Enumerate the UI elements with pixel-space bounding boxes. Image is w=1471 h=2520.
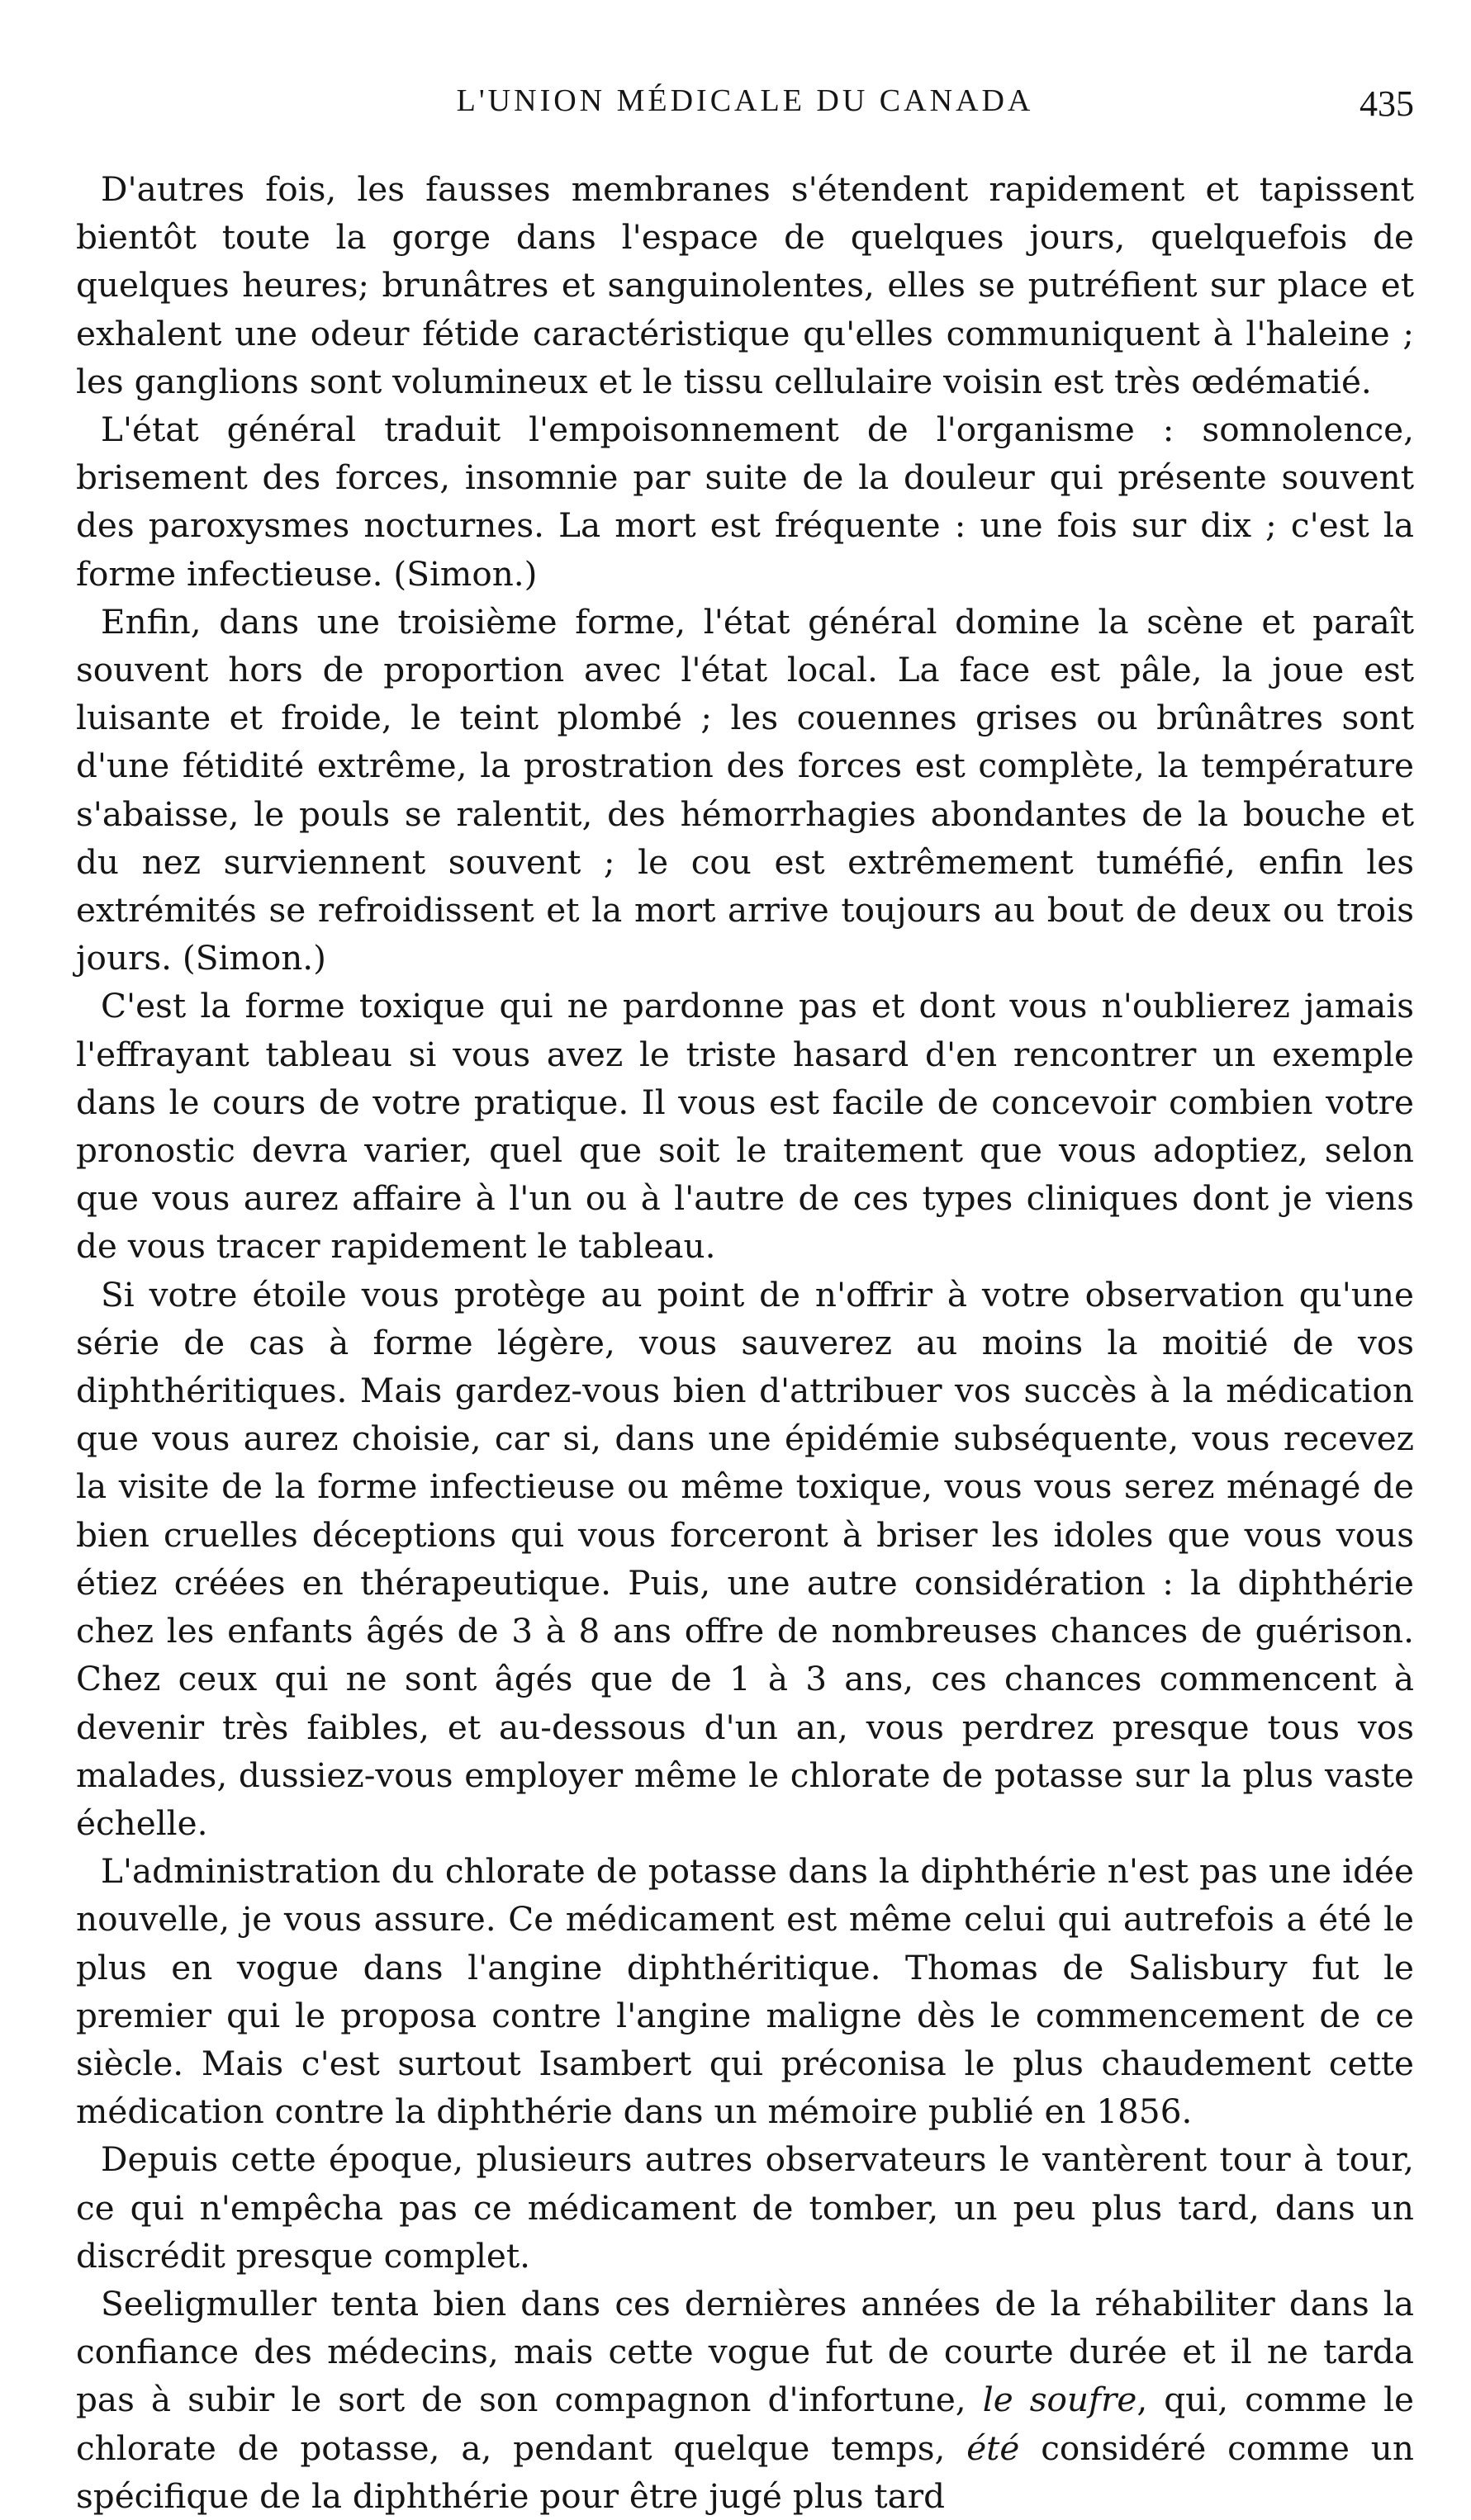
text-segment: , qui, comme le chlorate de potasse, a, pendant quelque temps,: [76, 2380, 1414, 2468]
paragraph-since-then: Depuis cette époque, plusieurs autres observateurs le vantèrent tour à tour, ce qui n'empêcha pas ce médicament de tomber, un peu plus tard, dans un discrédit presque complet.: [76, 2139, 1414, 2276]
paragraph-third-form: Enfin, dans une troisième forme, l'état général domine la scène et paraît souvent hors de proportion avec l'état local. La face est pâle, la joue est luisante et froide, le teint plombé ; les couennes grises ou brûnâtres sont d'une fétidité extrême, la prostration des forces est complète, la température s'abaisse, le pouls se ralentit, des hémorrhagies abondantes de la bouche et du nez surviennent souvent ; le cou est extrêmement tuméfié, enfin les extrémités se refroidissent et la mort arrive toujours au bout de deux ou trois jours. (Simon.): [76, 601, 1414, 978]
italic-term: le soufre: [982, 2380, 1137, 2420]
running-title: L'UNION MÉDICALE DU CANADA: [456, 83, 1034, 118]
article-body: [76, 165, 1414, 2520]
paragraph-chlorate-history: L'administration du chlorate de potasse dans la diphthérie n'est pas une idée nouvelle, je vous assure. Ce médicament est même celui qui autrefois a été le plus en vogue dans l'angine diphthéritique. Thomas de Salisbury fut le premier qui le proposa contre l'angine maligne dès le commencement de ce siècle. Mais c'est surtout Isambert qui préconisa le plus chaudement cette médication contre la diphthérie dans un mémoire publié en 1856.: [76, 1851, 1414, 2132]
paragraph-false-membranes: D'autres fois, les fausses membranes s'étendent rapidement et tapissent bientôt toute la gorge dans l'espace de quelques jours, quelquefois de quelques heures; brunâtres et sanguinolentes, elles se putréfient sur place et exhalent une odeur fétide caractéristique qu'elles communiquent à l'haleine ; les ganglions sont volumineux et le tissu cellulaire voisin est très œdématié.: [76, 169, 1414, 401]
journal-page: [76, 83, 1414, 2516]
running-head: [76, 83, 1414, 140]
text-segment: considéré comme un spécifique de la diphthérie pour être jugé plus tard: [76, 2428, 1414, 2516]
paragraph-toxic-form: C'est la forme toxique qui ne pardonne pas et dont vous n'oublierez jamais l'effrayant tableau si vous avez le triste hasard d'en rencontrer un exemple dans le cours de votre pratique. Il vous est facile de concevoir combien votre pronostic devra varier, quel que soit le traitement que vous adoptiez, selon que vous aurez affaire à l'un ou à l'autre de ces types cliniques dont je viens de vous tracer rapidement le tableau.: [76, 986, 1414, 1267]
paragraph-seeligmuller: [76, 2280, 1414, 2520]
page-number: 435: [1359, 83, 1414, 124]
text-segment: Seeligmuller tenta bien dans ces dernières années de la réhabiliter dans la confiance des médecins, mais cette vogue fut de courte durée et il ne tarda pas à subir le sort de son compagnon d'infortune,: [76, 2283, 1414, 2420]
italic-term: été: [966, 2428, 1020, 2468]
paragraph-prognosis: Si votre étoile vous protège au point de n'offrir à votre observation qu'une série de cas à forme légère, vous sauverez au moins la moitié de vos diphthéritiques. Mais gardez-vous bien d'attribuer vos succès à la médication que vous aurez choisie, car si, dans une épidémie subséquente, vous recevez la visite de la forme infectieuse ou même toxique, vous vous serez ménagé de bien cruelles déceptions qui vous forceront à briser les idoles que vous vous étiez créées en thérapeutique. Puis, une autre considération : la diphthérie chez les enfants âgés de 3 à 8 ans offre de nombreuses chances de guérison. Chez ceux qui ne sont âgés que de 1 à 3 ans, ces chances commencent à devenir très faibles, et au-dessous d'un an, vous perdrez presque tous vos malades, dussiez-vous employer même le chlorate de potasse sur la plus vaste échelle.: [76, 1274, 1414, 1843]
paragraph-general-state: L'état général traduit l'empoisonnement de l'organisme : somnolence, brisement des forces, insomnie par suite de la douleur qui présente souvent des paroxysmes nocturnes. La mort est fréquente : une fois sur dix ; c'est la forme infectieuse. (Simon.): [76, 410, 1414, 594]
